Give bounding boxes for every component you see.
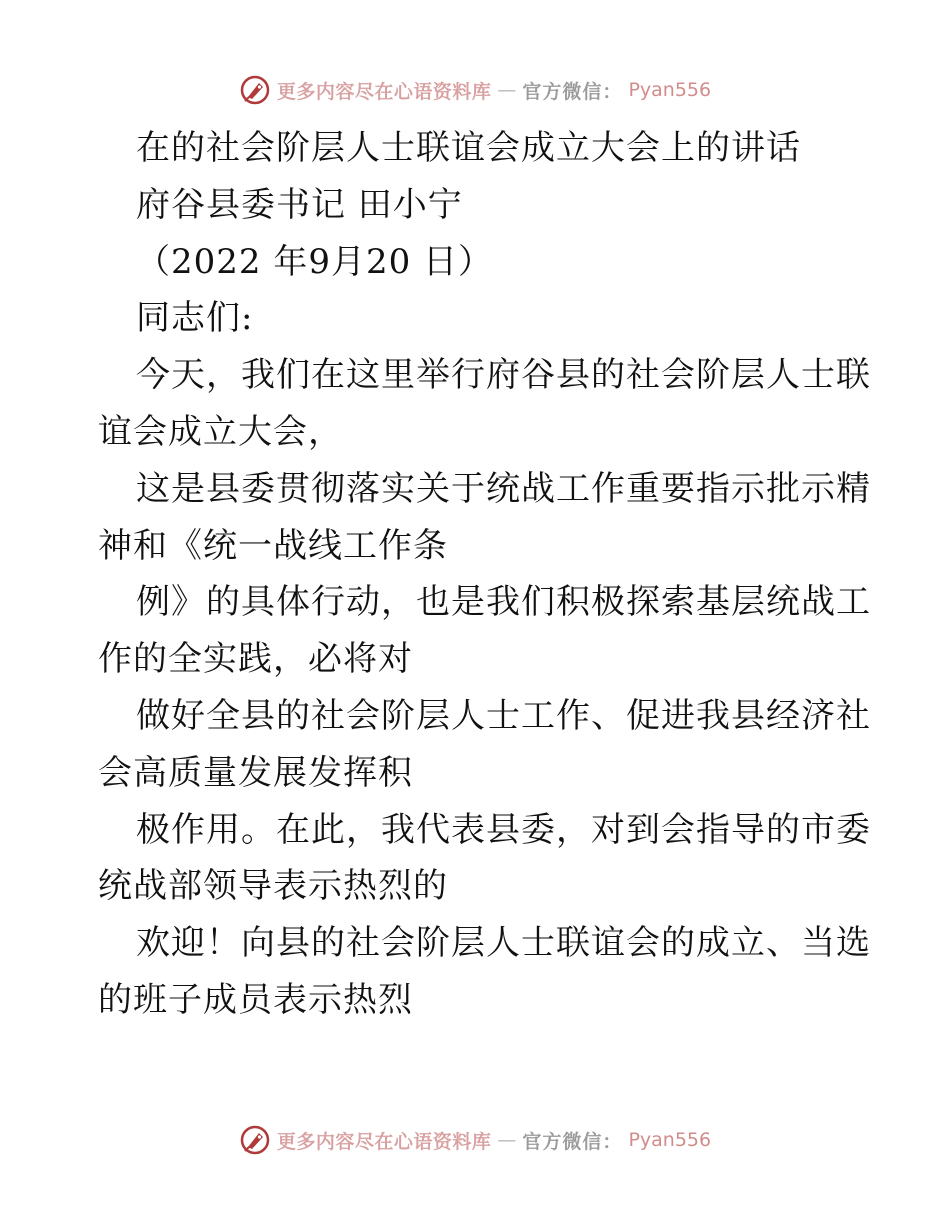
speaker-line: 府谷县委书记 田小宁 xyxy=(136,184,463,225)
paragraph-line: 今天，我们在这里举行府谷县的社会阶层人士联 xyxy=(136,355,871,396)
watermark-official-label: 官方微信： xyxy=(522,1130,623,1153)
salutation: 同志们: xyxy=(136,298,254,339)
paragraph-line: 会高质量发展发挥积 xyxy=(98,752,413,793)
paragraph-line: 统战部领导表示热烈的 xyxy=(98,866,448,907)
paragraph-line: 的班子成员表示热烈 xyxy=(98,979,413,1020)
fountain-pen-logo-icon xyxy=(239,74,271,106)
paragraph-line: 例》的具体行动，也是我们积极探索基层统战工 xyxy=(136,582,871,623)
paragraph-line: 神和《统一战线工作条 xyxy=(98,525,448,566)
paragraph-line: 谊会成立大会， xyxy=(98,411,343,452)
header-watermark xyxy=(0,70,950,110)
paragraph-line: 这是县委贯彻落实关于统战工作重要指示批示精 xyxy=(136,468,871,509)
speech-title: 在的社会阶层人士联谊会成立大会上的讲话 xyxy=(136,128,801,168)
watermark-dash: — xyxy=(497,1129,517,1151)
watermark-official-label: 官方微信： xyxy=(522,80,623,103)
paragraph-line: 做好全县的社会阶层人士工作、促进我县经济社 xyxy=(136,695,871,736)
document-body xyxy=(98,120,871,1029)
paragraph-line: 欢迎！向县的社会阶层人士联谊会的成立、当选 xyxy=(136,923,871,964)
watermark-wechat-id: Pyan556 xyxy=(628,1129,712,1151)
watermark-dash: — xyxy=(497,79,517,101)
watermark-main-text: 更多内容尽在心语资料库 xyxy=(276,1130,492,1153)
footer-watermark xyxy=(0,1120,950,1160)
watermark-wechat-id: Pyan556 xyxy=(628,79,712,101)
paragraph-line: 作的全实践，必将对 xyxy=(98,639,413,680)
fountain-pen-logo-icon xyxy=(239,1124,271,1156)
date-line: （2022 年9月20 日） xyxy=(136,241,494,282)
paragraph-line: 极作用。在此，我代表县委，对到会指导的市委 xyxy=(136,809,871,850)
watermark-main-text: 更多内容尽在心语资料库 xyxy=(276,80,492,103)
